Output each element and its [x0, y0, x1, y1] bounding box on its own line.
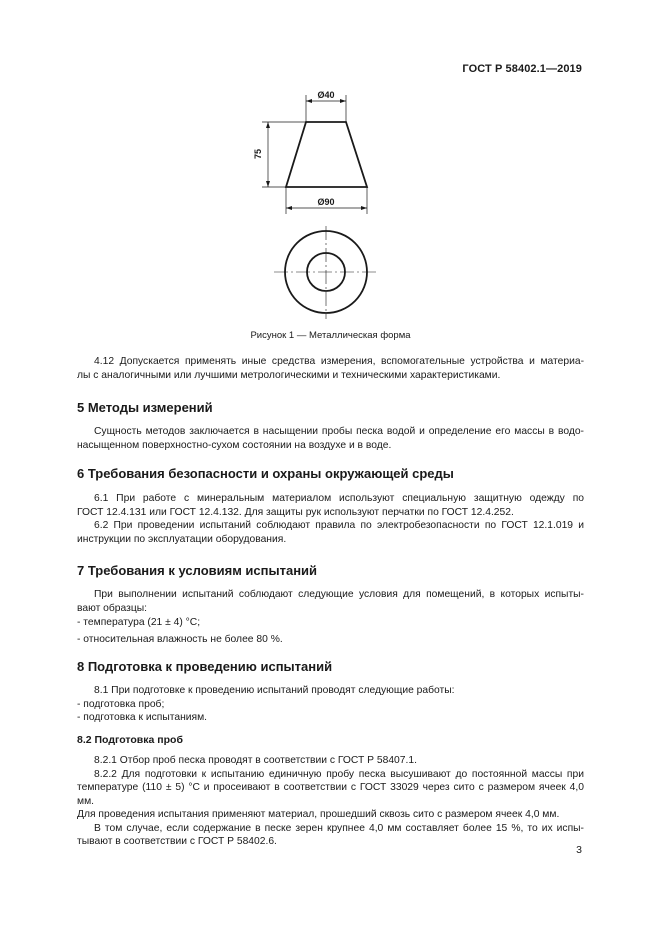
subsection-8-2-line5: В том случае, если содержание в песке зерен крупнее 4,0 мм составляет более 15 %, то их испы- [94, 822, 584, 834]
subsection-8-2-line4: Для проведения испытания применяют материал, прошедший сквозь сито с размером ячеек 4,0 мм. [77, 809, 560, 820]
section-6-line3: 6.2 При проведении испытаний соблюдают правила по электробезопасности по ГОСТ 12.1.019 и [94, 520, 584, 531]
paragraph-4-12-line1: 4.12 Допускается применять иные средства измерения, вспомогательные устройства и материа- [94, 356, 584, 367]
subsection-8-2 [77, 734, 584, 748]
section-6-line1: 6.1 При работе с минеральным материалом используют специальную защитную одежду по [94, 493, 584, 504]
section-6-title: 6 Требования безопасности и охраны окружающей среды [77, 466, 454, 481]
subsection-8-2-title: 8.2 Подготовка проб [77, 734, 183, 746]
section-5-line1: Сущность методов заключается в насыщении пробы песка водой и определение его массы в водо- [94, 426, 584, 437]
section-7-line4: - относительная влажность не более 80 %. [77, 633, 283, 645]
dim-bottom-diameter: Ø90 [317, 197, 335, 207]
subsection-8-2-line3: температуре (110 ± 5) °С и просеивают в соответствии с ГОСТ 33029 через сито с размером ячеек 4,0 мм. [77, 782, 584, 807]
subsection-8-2-body [77, 754, 584, 849]
paragraph-4-12 [77, 355, 584, 382]
section-7-line1: При выполнении испытаний соблюдают следующие условия для помещений, в которых испыты- [94, 589, 584, 600]
section-8-line3: - подготовка к испытаниям. [77, 712, 208, 723]
section-8-line2: - подготовка проб; [77, 698, 165, 710]
section-7-line2: вают образцы: [77, 602, 147, 614]
cone-side-view [262, 95, 367, 214]
subsection-8-2-line1: 8.2.1 Отбор проб песка проводят в соответствии с ГОСТ Р 58407.1. [94, 755, 417, 766]
section-5-body [77, 425, 584, 452]
section-5-line2: насыщенном поверхностно-сухом состоянии на воздухе и в воде. [77, 439, 392, 451]
section-7 [77, 564, 584, 578]
section-5 [77, 401, 584, 415]
section-8-line1: 8.1 При подготовке к проведению испытаний проводят следующие работы: [94, 685, 455, 696]
section-6-line4: инструкции по эксплуатации оборудования. [77, 533, 287, 545]
section-6-line2: ГОСТ 12.4.131 или ГОСТ 12.4.132. Для защиты рук используют перчатки по ГОСТ 12.4.252. [77, 506, 514, 518]
page-number: 3 [576, 844, 582, 856]
section-6 [77, 467, 584, 481]
figure-caption: Рисунок 1 — Металлическая форма [250, 330, 411, 341]
section-7-body [77, 588, 584, 646]
section-8-title: 8 Подготовка к проведению испытаний [77, 659, 333, 674]
cone-top-view [274, 226, 378, 319]
section-7-title: 7 Требования к условиям испытаний [77, 563, 318, 578]
section-5-title: 5 Методы измерений [77, 400, 213, 415]
dim-top-diameter: Ø40 [317, 90, 335, 100]
figure-metal-mold [0, 0, 661, 330]
section-8 [77, 660, 584, 674]
subsection-8-2-line2: 8.2.2 Для подготовки к испытанию единичную пробу песка высушивают до постоянной массы при [94, 768, 584, 780]
paragraph-4-12-line2: лы с аналогичными или лучшими метрологическими и техническими характеристиками. [77, 369, 501, 381]
section-6-body [77, 492, 584, 546]
section-8-body [77, 684, 584, 725]
dim-height: 75 [253, 148, 263, 160]
document-header: ГОСТ Р 58402.1—2019 [462, 63, 582, 75]
subsection-8-2-line6: тывают в соответствии с ГОСТ Р 58402.6. [77, 836, 277, 847]
section-7-line3: - температура (21 ± 4) °С; [77, 617, 201, 628]
